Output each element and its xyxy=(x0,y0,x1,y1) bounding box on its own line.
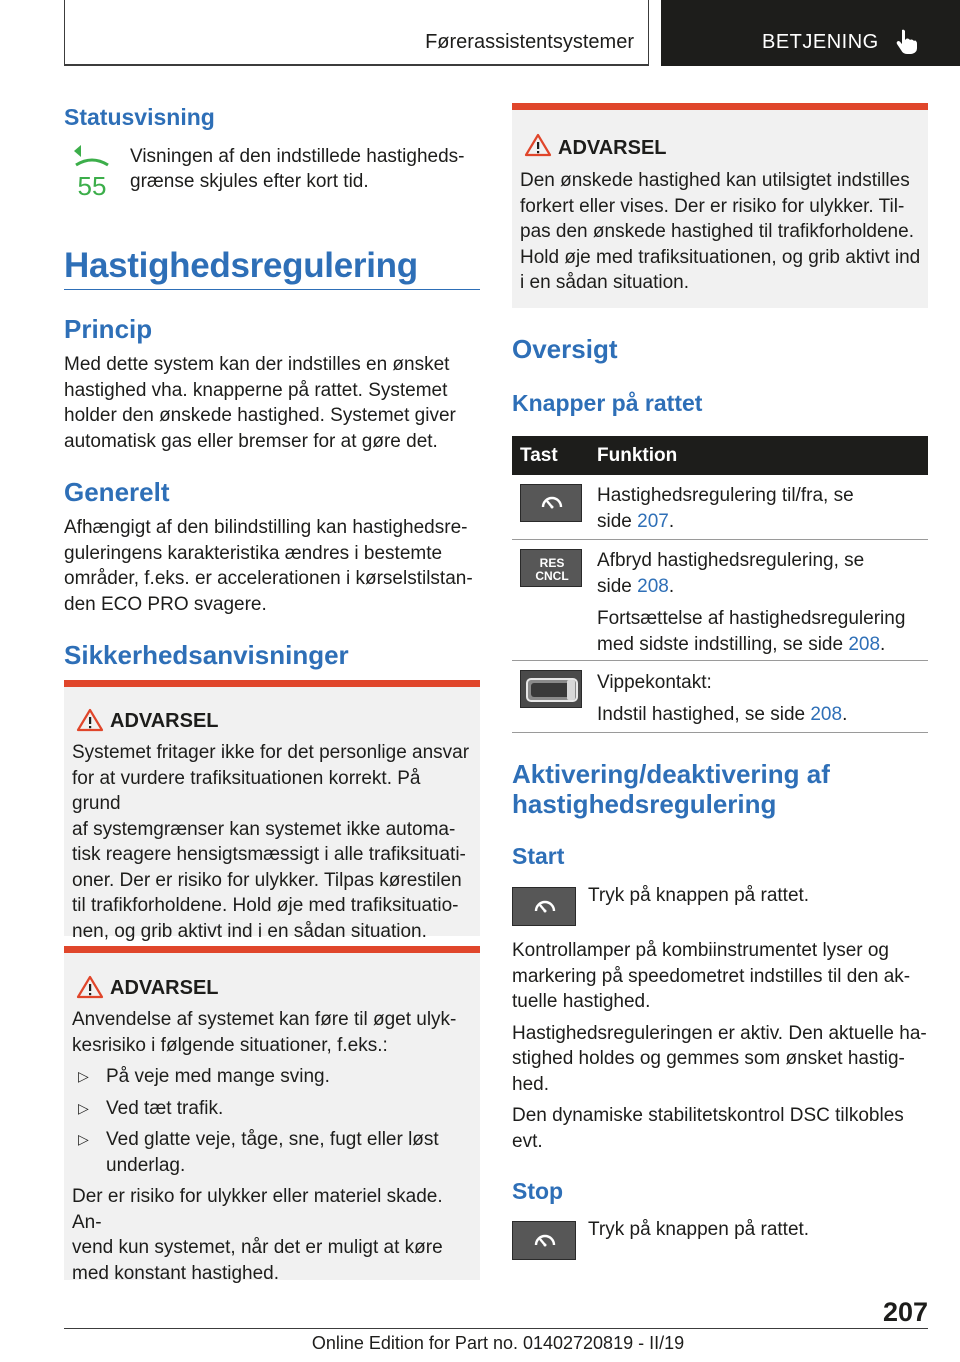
row-function-text xyxy=(597,548,905,657)
warning-title: ADVARSEL xyxy=(558,137,667,159)
row-line xyxy=(597,702,847,728)
row-line: Fortsættelse af hastighedsregulering xyxy=(597,608,906,629)
footer-edition: Online Edition for Part no. 01402720819 - II/19 xyxy=(311,1333,685,1353)
table-header-function: Funktion xyxy=(597,445,678,466)
speed-limit-value: 55 xyxy=(77,171,107,199)
warning-triangle-icon xyxy=(76,708,104,732)
warning-line: Der er risiko for ulykker eller materiel skade. An- xyxy=(72,1186,443,1233)
warning-line: i en sådan situation. xyxy=(520,272,690,293)
stop-heading: Stop xyxy=(512,1178,564,1204)
warning-triangle-icon xyxy=(524,133,552,157)
warning-line: nen, og grib aktivt ind i en sådan situation. xyxy=(72,920,427,942)
warning-line: af systemgrænser kan systemet ikke automa- xyxy=(72,818,456,840)
row-line-text: . xyxy=(668,575,675,597)
general-heading: Generelt xyxy=(64,477,170,507)
warning-line: kesrisiko i følgende situationer, f.eks.: xyxy=(72,1034,388,1056)
general-text xyxy=(64,515,473,617)
general-line: områder, f.eks. er accelerationen i kørselstilstan- xyxy=(64,568,473,589)
row-function-text xyxy=(597,670,847,727)
para-line: Den dynamiske stabilitetskontrol DSC tilkobles xyxy=(512,1105,904,1126)
warning-line: for at vurdere trafiksituationen korrekt. På grund xyxy=(72,767,421,814)
general-line: den ECO PRO svagere. xyxy=(64,593,267,615)
overview-heading: Oversigt xyxy=(512,334,618,364)
row-line: Hastighedsregulering til/fra, se xyxy=(597,485,854,506)
title-rule xyxy=(64,289,480,290)
bullet-item: ▷ Ved glatte veje, tåge, sne, fugt eller løst xyxy=(72,1127,474,1153)
row-line xyxy=(597,632,905,658)
principle-line: hastighed vha. knapperne på rattet. Systemet xyxy=(64,379,448,401)
row-line-text: . xyxy=(842,703,848,725)
table-row xyxy=(512,661,928,733)
safety-heading: Sikkerhedsanvisninger xyxy=(64,640,349,670)
para-line: tuelle hastighed. xyxy=(512,991,651,1012)
warning-line: Systemet fritager ikke for det personlige ansvar xyxy=(72,742,470,763)
rocker-switch-key-image xyxy=(520,670,582,708)
footer-rule xyxy=(64,1328,928,1329)
speed-limit-indicator-icon xyxy=(72,143,112,199)
warning-line: Den ønskede hastighed kan utilsigtet indstilles xyxy=(520,170,910,191)
principle-heading: Princip xyxy=(64,314,153,344)
page-reference-link[interactable]: 208 xyxy=(848,633,881,655)
row-line: Vippekontakt: xyxy=(597,672,712,693)
cruise-control-button-image xyxy=(512,887,576,926)
warning-box-3 xyxy=(512,103,928,308)
warning-line: Hold øje med trafiksituationen, og grib aktivt ind xyxy=(520,246,921,268)
row-function-text xyxy=(597,483,854,534)
warning-text xyxy=(520,168,922,296)
res-cncl-key-image xyxy=(520,549,582,587)
activation-heading-line: hastighedsregulering xyxy=(512,789,777,819)
header-section-title: Førerassistentsystemer xyxy=(425,31,634,53)
para-line: stighed holdes og gemmes som ønsket hastig- xyxy=(512,1048,905,1069)
warning-line: vend kun systemet, når det er muligt at køre xyxy=(72,1237,443,1258)
warning-text xyxy=(72,740,474,944)
table-header xyxy=(512,436,928,475)
row-line-text: . xyxy=(880,633,886,655)
general-line: Afhængigt af den bilindstilling kan hastighedsre- xyxy=(64,517,468,538)
row-line-text: side xyxy=(597,575,638,597)
table-row xyxy=(512,540,928,661)
warning-line: til trafikforholdene. Hold øje med trafiksituatio- xyxy=(72,895,459,916)
bullet-item-continuation: underlag. xyxy=(106,1154,186,1176)
bullet-item: ▷ På veje med mange sving. xyxy=(72,1064,474,1090)
warning-box-1 xyxy=(64,680,480,942)
warning-line: pas den ønskede hastighed til trafikforholdene. xyxy=(520,221,914,242)
cruise-control-icon xyxy=(521,485,583,523)
header-section-box xyxy=(64,0,649,66)
hand-pointer-icon xyxy=(895,28,919,54)
cruise-control-key-image xyxy=(520,484,582,522)
row-line-text: . xyxy=(668,510,675,532)
buttons-heading: Knapper på rattet xyxy=(512,390,703,416)
para-line: Hastighedsreguleringen er aktiv. Den aktuelle ha- xyxy=(512,1022,927,1044)
principle-line: automatisk gas eller bremser for at gøre det. xyxy=(64,430,438,452)
warning-title: ADVARSEL xyxy=(110,710,219,732)
warning-line: tisk reagere hensigtsmæssigt i alle trafiksituati- xyxy=(72,844,466,865)
start-text: Tryk på knappen på rattet. xyxy=(588,885,810,906)
general-line: guleringens karakteristika ændres i bestemte xyxy=(64,542,443,564)
page-reference-link[interactable]: 208 xyxy=(637,575,669,597)
cruise-control-icon xyxy=(513,1222,577,1261)
res-cncl-label-icon xyxy=(521,550,583,588)
cruise-control-icon xyxy=(513,888,577,927)
stop-text: Tryk på knappen på rattet. xyxy=(588,1219,810,1240)
row-line-text: med sidste indstilling, se side xyxy=(597,633,849,655)
principle-line: holder den ønskede hastighed. Systemet giver xyxy=(64,405,456,426)
status-text-line-1: Visningen af den indstillede hastigheds- xyxy=(130,146,465,167)
table-row xyxy=(512,475,928,540)
warning-line: oner. Der er risiko for ulykker. Tilpas kørestilen xyxy=(72,869,462,891)
warning-line: med konstant hastighed. xyxy=(72,1262,280,1284)
row-line-text: Indstil hastighed, se side xyxy=(597,703,811,725)
para-line: hed. xyxy=(512,1073,549,1095)
bullet-item: ▷ Ved tæt trafik. xyxy=(72,1096,474,1122)
key-label: RES xyxy=(539,556,565,570)
row-line: Afbryd hastighedsregulering, se xyxy=(597,550,865,571)
table-header-key: Tast xyxy=(520,445,558,466)
status-heading: Statusvisning xyxy=(64,104,215,130)
warning-title: ADVARSEL xyxy=(110,977,219,999)
activation-heading-line: Aktivering/deaktivering af xyxy=(512,759,830,789)
key-label: CNCL xyxy=(535,569,569,583)
warning-line: forkert eller vises. Der er risiko for ulykker. Til- xyxy=(520,195,905,217)
start-heading: Start xyxy=(512,843,565,869)
para-line: evt. xyxy=(512,1130,543,1152)
page-reference-link[interactable]: 208 xyxy=(810,703,843,725)
header-chapter-title: BETJENING xyxy=(762,31,879,53)
cruise-control-button-image xyxy=(512,1221,576,1260)
page-reference-link[interactable]: 207 xyxy=(637,510,669,532)
principle-text xyxy=(64,352,456,454)
row-line xyxy=(597,574,905,600)
warning-triangle-icon xyxy=(76,975,104,999)
warning-bullet-list xyxy=(72,1064,474,1178)
page-number: 207 xyxy=(882,1297,928,1327)
status-text-line-2: grænse skjules efter kort tid. xyxy=(130,171,369,192)
header-chapter-box xyxy=(661,0,960,66)
activation-heading xyxy=(512,759,830,819)
para-line: Kontrollamper på kombiinstrumentet lyser og xyxy=(512,940,890,961)
warning-box-2 xyxy=(64,946,480,1284)
para-line: markering på speedometret indstilles til den ak- xyxy=(512,965,911,987)
start-description xyxy=(512,938,927,1154)
row-line-text: side xyxy=(597,510,638,532)
rocker-switch-icon xyxy=(521,671,583,709)
warning-text xyxy=(72,1007,474,1286)
warning-line: Anvendelse af systemet kan føre til øget ulyk- xyxy=(72,1009,457,1030)
page-title: Hastighedsregulering xyxy=(64,246,418,285)
row-line xyxy=(597,509,854,535)
principle-line: Med dette system kan der indstilles en ønsket xyxy=(64,354,450,375)
